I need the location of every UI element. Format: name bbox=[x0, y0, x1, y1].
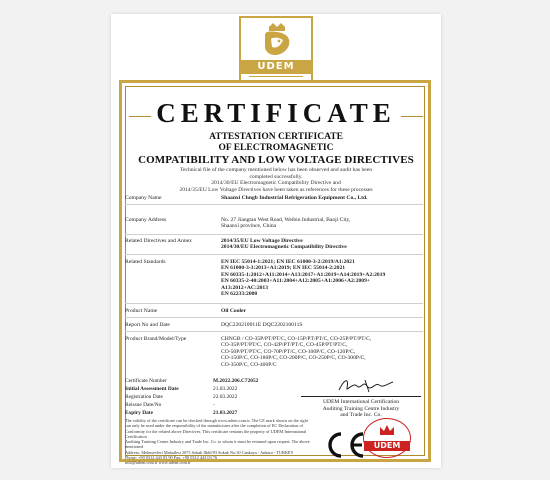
registration-value: 22.03.2022 bbox=[213, 394, 238, 400]
company-name-value: Shaanxi Chngb Industrial Refrigeration Equipment Co., Ltd. bbox=[221, 195, 368, 201]
brand-model-label: Product Brand/Model/Type bbox=[125, 336, 187, 342]
logo-brand-text: UDEM bbox=[241, 60, 311, 74]
directives-value: 2014/35/EU Low Voltage Directive 2014/30/EU Electromagnetic Compatibility Directive bbox=[221, 238, 347, 251]
udem-stamp bbox=[363, 418, 411, 458]
separator bbox=[125, 303, 423, 304]
footer-text: The validity of the certificate can be checked through www.udem.com.tr. The CE mark shown on the right can only be used under the responsibility of the manufacturer after the completion of EC Declaration of Conformity for the related above Directives. This certificate remains the property of UDEM International Certification Auditing Training Centre Industry and Trade Inc. Co. to whom it must be returned upon request. The above mentioned Address: Mebusevleri Mahallesi 2073 Sokak Ilkbl/93 Sokak No:30 Cankaya - Ankara - TURKEY Phone: +90 0312 443 03 90 Fax: +90 0312 443 03 76 info@udem.com.tr www.udem.com.tr bbox=[125, 418, 310, 466]
company-address-label: Company Address bbox=[125, 217, 167, 223]
udem-logo bbox=[239, 16, 313, 82]
lion-crest-icon bbox=[255, 21, 299, 61]
directives-label: Related Directives and Annex bbox=[125, 238, 192, 244]
standards-value: EN IEC 55014-1:2021; EN IEC 61000-3-2:2019/A1:2021 EN 61000-3-3:2013+A1:2019; EN IEC 55014-2:2021 EN 60335-1:2012+A11:2014+A13:2017+A1:2019+A14:2019+A2:2019 EN 60335-2-40:2003+A11:2004+A12:2005+A1:2006+A2:2009+ A13:2012+AC:2013 EN 62233:2008 bbox=[221, 259, 386, 298]
subtitle-line-1: ATTESTATION CERTIFICATE bbox=[209, 132, 343, 142]
subtitle-line-2: OF ELECTROMAGNETIC bbox=[218, 143, 334, 153]
company-address-value: No. 27 Jiangtan West Road, Weibin Industrial, Baoji City, Shaanxi province, China bbox=[221, 217, 351, 230]
brand-model-value: CHNGB / CO-35P/PT/PT/C, CO-15P/PT/PT/C, CO-25P/PT/PT/C, CO-35P/PT/PT/C, CO-42P/PT/PT/C, CO-45P/PT/PT/C, CO-50P/PT/PT/C, CO-70P/PT/C, CO-100P/C, CO-120P/C, CO-150P/C, CO-180P/C, CO-200P/C, CO-250P/C, CO-300P/C, CO-350P/C, CO-400P/C bbox=[221, 336, 372, 368]
certificate-number-value: M.2022.206.C72052 bbox=[213, 378, 259, 384]
report-no-value: DQC220210011E DQC220210011S bbox=[221, 322, 303, 328]
certificate-number-label: Certificate Number bbox=[125, 378, 167, 384]
authority-name: UDEM International Certification Auditing Training Centre Industry and Trade Inc. Co. bbox=[322, 399, 400, 419]
initial-assessment-value: 21.03.2022 bbox=[213, 386, 238, 392]
initial-assessment-label: Initial Assessment Date bbox=[125, 386, 179, 392]
expiry-label: Expiry Date bbox=[125, 410, 153, 416]
standards-label: Related Standards bbox=[125, 259, 166, 265]
crown-icon bbox=[378, 423, 396, 439]
certificate-sheet bbox=[111, 14, 441, 468]
logo-underline bbox=[249, 76, 303, 77]
signature-line bbox=[301, 396, 421, 397]
ce-mark-icon bbox=[323, 430, 367, 460]
reissue-label: Reissue Date/No bbox=[125, 402, 162, 408]
company-name-label: Company Name bbox=[125, 195, 162, 201]
intro-text: Technical file of the company mentioned below has been observed and audit has been completed successfully. 2014/30/EU Electromagnetic Compatibility Directive and 2014/35/EU Low Voltage Directives have been taken as references for these processes bbox=[179, 167, 373, 193]
expiry-value: 21.03.2027 bbox=[213, 410, 238, 416]
certificate-title: CERTIFICATE bbox=[156, 98, 396, 128]
separator bbox=[125, 331, 423, 332]
separator bbox=[125, 204, 423, 205]
subtitle-line-3: COMPATIBILITY AND LOW VOLTAGE DIRECTIVES bbox=[138, 154, 414, 166]
product-name-label: Product Name bbox=[125, 308, 158, 314]
separator bbox=[125, 254, 423, 255]
product-name-value: Oil Cooler bbox=[221, 308, 247, 314]
reissue-value: - bbox=[213, 402, 215, 408]
signature bbox=[335, 376, 405, 396]
report-no-label: Report No and Date bbox=[125, 322, 170, 328]
stamp-text: UDEM bbox=[364, 441, 410, 451]
separator bbox=[125, 317, 423, 318]
registration-label: Registration Date bbox=[125, 394, 163, 400]
separator bbox=[125, 234, 423, 235]
